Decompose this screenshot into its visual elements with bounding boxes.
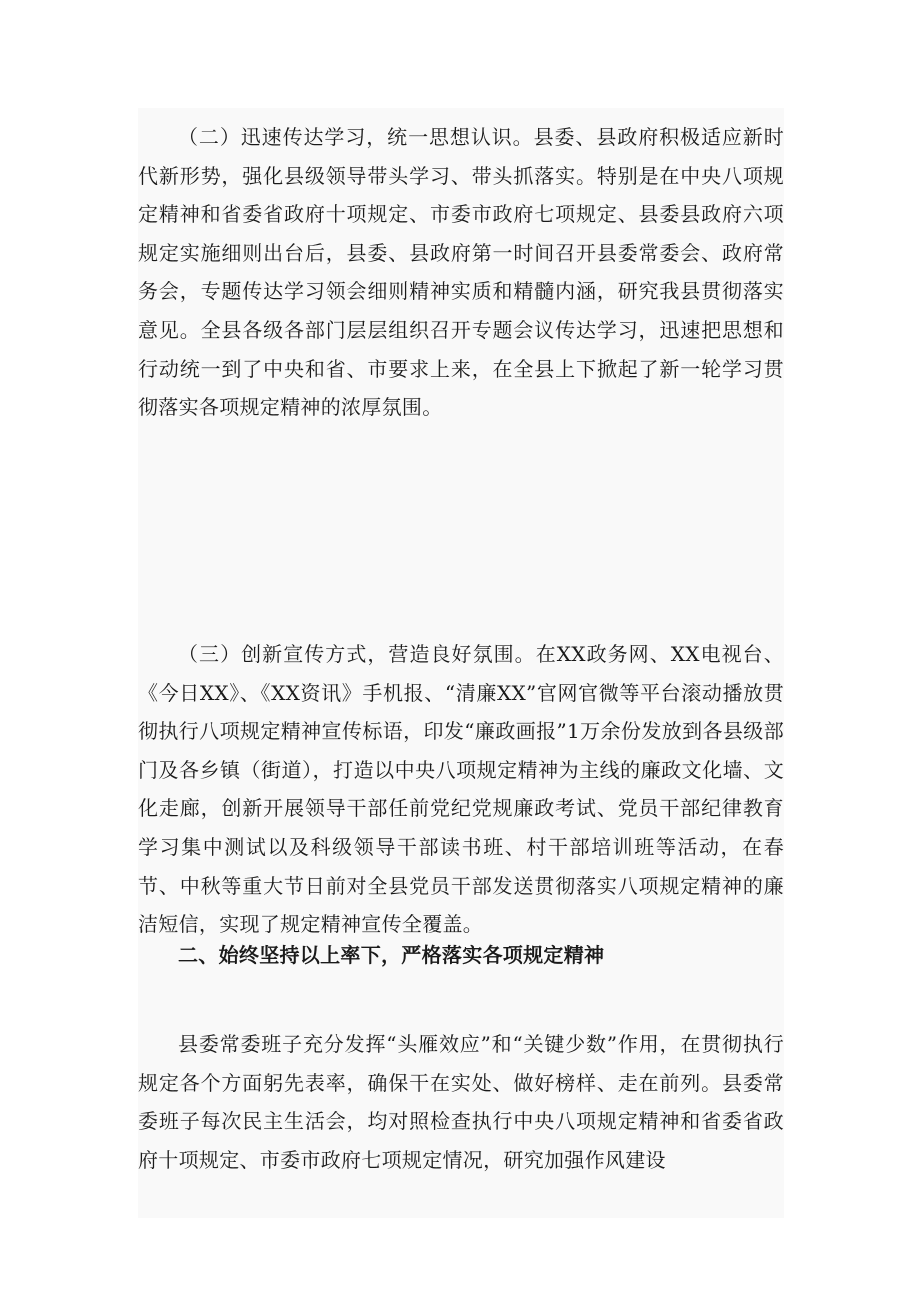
paragraph-propaganda-study: （二）迅速传达学习，统一思想认识。县委、县政府积极适应新时代新形势，强化县级领导带头学习、带头抓落实。特别是在中央八项规定精神和省委省政府十项规定、市委市政府七项规定、县委县政府六项规定实施细则出台后，县委、县政府第一时间召开县委常委会、政府常务会，专题传达学习领会细则精神实质和精髓内涵，研究我县贯彻落实意见。全县各级各部门层层组织召开专题会议传达学习，迅速把思想和行动统一到了中央和省、市要求上来，在全县上下掀起了新一轮学习贯彻落实各项规定精神的浓厚氛围。 xyxy=(138,125,784,420)
paragraph-leadership-example: 县委常委班子充分发挥“头雁效应”和“关键少数”作用，在贯彻执行规定各个方面躬先表率，确保干在实处、做好榜样、走在前列。县委常委班子每次民主生活会，均对照检查执行中央八项规定精神和省委省政府十项规定、市委市政府七项规定情况，研究加强作风建设 xyxy=(138,1032,784,1172)
document-page xyxy=(138,108,784,1218)
paragraph-publicity-innovation: （三）创新宣传方式，营造良好氛围。在XX政务网、XX电视台、《今日XX》、《XX资讯》手机报、“清廉XX”官网官微等平台滚动播放贯彻执行八项规定精神宣传标语，印发“廉政画报”1万余份发放到各县级部门及各乡镇（街道），打造以中央八项规定精神为主线的廉政文化墙、文化走廊，创新开展领导干部任前党纪党规廉政考试、党员干部纪律教育学习集中测试以及科级领导干部读书班、村干部培训班等活动，在春节、中秋等重大节日前对全县党员干部发送贯彻落实八项规定精神的廉洁短信，实现了规定精神宣传全覆盖。 xyxy=(138,642,784,937)
section-heading-two: 二、始终坚持以上率下，严格落实各项规定精神 xyxy=(178,943,605,967)
